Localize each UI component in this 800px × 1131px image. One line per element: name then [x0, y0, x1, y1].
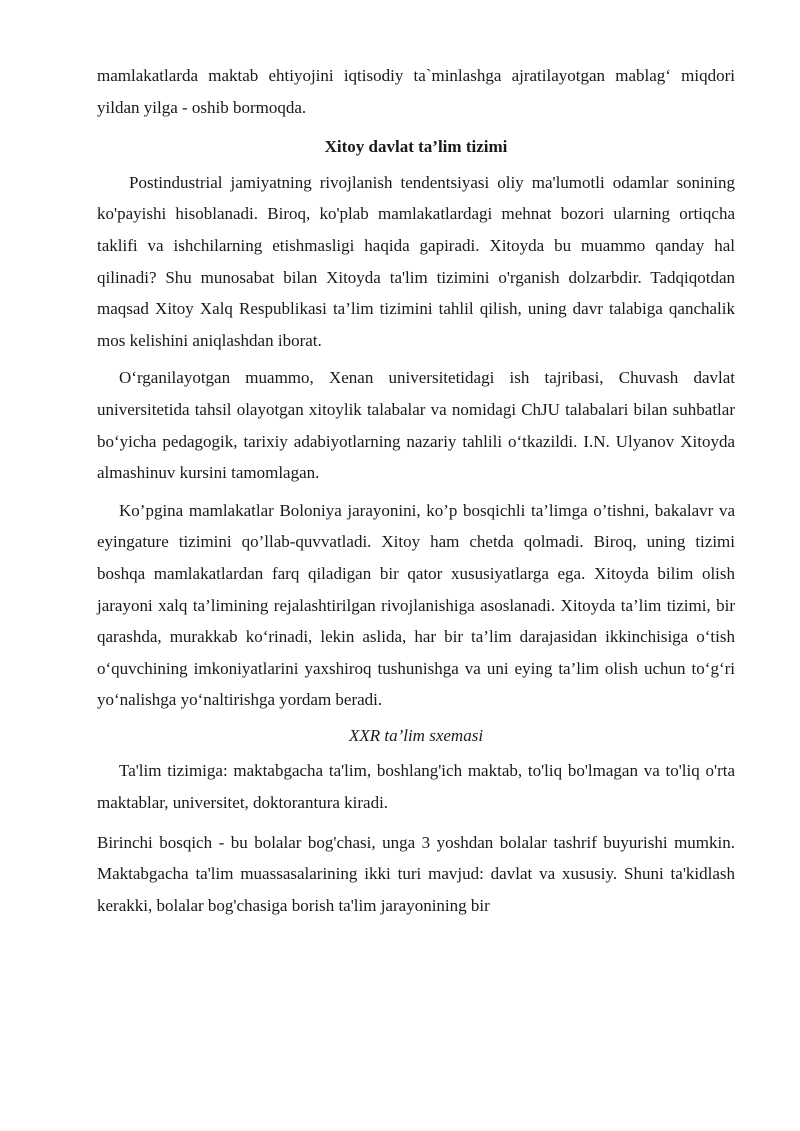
figure-caption: XXR ta’lim sxemasi: [348, 725, 484, 745]
paragraph-3: Ko’pgina mamlakatlar Boloniya jarayonini, ko’p bosqichli ta’limga o’tishni, bakalavr va eyingature tizimini qo’llab-quvvatladi. Xitoy ham chetda qolmadi. Biroq, uning tizimi boshqa mamlakatlardan farq qiladigan bir qator xususiyatlarga ega. Xitoyda bilim olish jarayoni xalq ta’limining rejalashtirilgan rivojlanishiga asoslanadi. Xitoyda ta’lim tizimi, bir qarashda, murakkab ko‘rinadi, lekin aslida, har bir ta’lim darajasidan ikkinchisiga o‘tish o‘quvchining imkoniyatlarini yaxshiroq tushunishga va uni eying ta’lim olish uchun to‘g‘ri yo‘nalishga yo‘naltirishga yordam beradi.: [97, 500, 735, 710]
paragraph-4: Ta'lim tizimiga: maktabgacha ta'lim, boshlang'ich maktab, to'liq bo'lmagan va to'liq o'rta maktablar, universitet, doktorantura kiradi.: [97, 761, 735, 813]
intro-paragraph: mamlakatlarda maktab ehtiyojini iqtisodiy ta`minlashga ajratilayotgan mablag‘ miqdori yildan yilga - oshib bormoqda.: [97, 66, 735, 117]
section-heading: Xitoy davlat ta’lim tizimi: [324, 137, 508, 157]
paragraph-2: O‘rganilayotgan muammo, Xenan universitetidagi ish tajribasi, Chuvash davlat universitetida tahsil olayotgan xitoylik talabalar va nomidagi ChJU talabalari bilan suhbatlar bo‘yicha pedagogik, tarixiy adabiyotlarning nazariy tahlili o‘tkazildi. I.N. Ulyanov Xitoyda almashinuv kursini tamomlagan.: [97, 368, 735, 483]
document-page: [97, 60, 735, 921]
paragraph-1: Postindustrial jamiyatning rivojlanish tendentsiyasi oliy ma'lumotli odamlar sonining ko'payishi hisoblanadi. Biroq, ko'plab mamlakatlardagi mehnat bozori ularning ortiqcha taklifi va ishchilarning etishmasligi haqida gapiradi. Xitoyda bu muammo qanday hal qilinadi? Shu munosabat bilan Xitoyda ta'lim tizimini o'rganish dolzarbdir. Tadqiqotdan maqsad Xitoy Xalq Respublikasi ta’lim tizimini tahlil qilish, uning davr talabiga qanchalik mos kelishini aniqlashdan iborat.: [97, 172, 735, 350]
paragraph-5: Birinchi bosqich - bu bolalar bog'chasi, unga 3 yoshdan bolalar tashrif buyurishi mumkin. Maktabgacha ta'lim muassasalarining ikki turi mavjud: davlat va xususiy. Shuni ta'kidlash kerakki, bolalar bog'chasiga borish ta'lim jarayonining bir: [97, 832, 735, 915]
